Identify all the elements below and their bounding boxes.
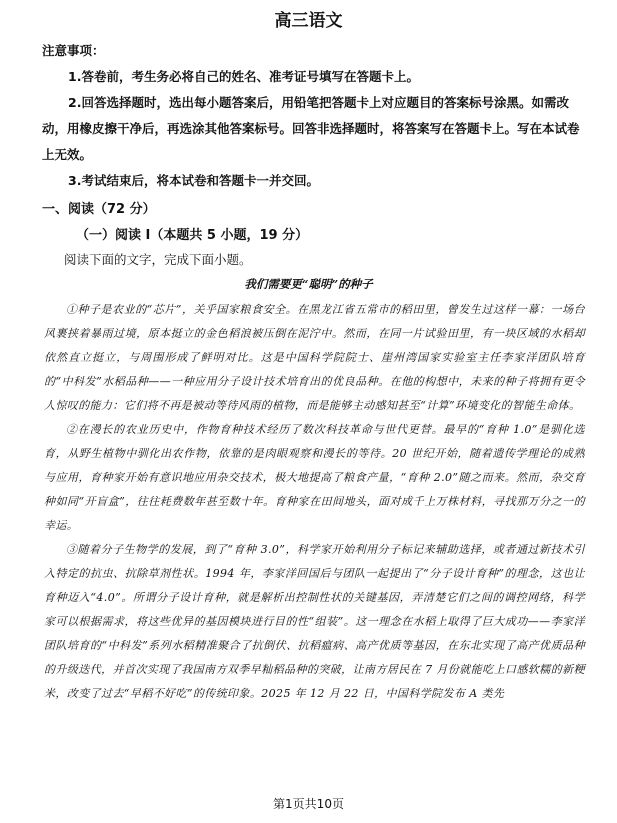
notice-item-2 xyxy=(42,90,590,168)
page-number: 第1页共10页 xyxy=(273,797,344,811)
subsection-heading: （一）阅读 I（本题共 5 小题，19 分） xyxy=(76,228,309,243)
section-heading: 一、阅读（72 分） xyxy=(42,202,156,217)
notice-item-1 xyxy=(42,64,590,90)
article-paragraph-2: ②在漫长的农业历史中，作物育种技术经历了数次科技革命与世代更替。最早的“育种 1.0”是驯化选育，从野生植物中驯化出农作物，依靠的是肉眼观察和漫长的等待。20 世纪开始，随着遗传学理论的成熟与应用，育种家开始有意识地应用杂交技术，极大地提高了粮食产量，“育种 2.0”随之而来。然而，杂交育种如同“开盲盒”，往往耗费数年甚至数十年。育种家在田间地头，面对成千上万株材料，寻找那万分之一的幸运。 xyxy=(44,423,585,532)
notice-item-3-text: 3.考试结束后，将本试卷和答题卡一并交回。 xyxy=(68,173,319,188)
notice-heading: 注意事项： xyxy=(42,43,105,58)
notice-item-1-text: 1.答卷前，考生务必将自己的姓名、准考证号填写在答题卡上。 xyxy=(68,69,419,84)
article-title: 我们需要更“聪明”的种子 xyxy=(244,277,373,291)
page-title: 高三语文 xyxy=(274,11,343,31)
reading-instruction: 阅读下面的文字，完成下面小题。 xyxy=(64,252,252,267)
article-paragraph-3: ③随着分子生物学的发展，到了“育种 3.0”，科学家开始利用分子标记来辅助选择，或者通过新技术引入特定的抗虫、抗除草剂性状。1994 年，李家洋回国后与团队一起提出了“分子设计育种”的理念，这也让育种迈入“4.0”。所谓分子设计育种，就是解析出控制性状的关键基因，弄清楚它们之间的调控网络，科学家可以根据需求，将这些优异的基因模块进行目的性“组装”。这一理念在水稻上取得了巨大成功——李家洋团队培育的“中科发”系列水稻精准聚合了抗倒伏、抗稻瘟病、高产优质等基因，在东北实现了高产优质品种的升级迭代，并首次实现了我国南方双季早籼稻品种的突破，让南方居民在 7 月份就能吃上口感软糯的新粳米，改变了过去“早稻不好吃”的传统印象。2025 年 12 月 22 日，中国科学院发布 A 类先 xyxy=(44,543,585,700)
article-body xyxy=(44,298,585,706)
notice-item-3 xyxy=(42,168,590,194)
article-paragraph-1: ①种子是农业的“芯片”，关乎国家粮食安全。在黑龙江省五常市的稻田里，曾发生过这样一幕：一场台风裹挟着暴雨过境，原本挺立的金色稻浪被压倒在泥泞中。然而，在同一片试验田里，有一块区域的水稻却依然直立挺立，与周围形成了鲜明对比。这是中国科学院院士、崖州湾国家实验室主任李家洋团队培育的“中科发”水稻品种——一种应用分子设计技术培育出的优良品种。在他的构想中，未来的种子将拥有更令人惊叹的能力：它们将不再是被动等待风雨的植物，而是能够主动感知甚至“计算”环境变化的智能生命体。 xyxy=(44,303,585,412)
notice-item-2-text: 2.回答选择题时，选出每小题答案后，用铅笔把答题卡上对应题目的答案标号涂黑。如需改动，用橡皮擦干净后，再选涂其他答案标号。回答非选择题时，将答案写在答题卡上。写在本试卷上无效。 xyxy=(42,95,580,162)
